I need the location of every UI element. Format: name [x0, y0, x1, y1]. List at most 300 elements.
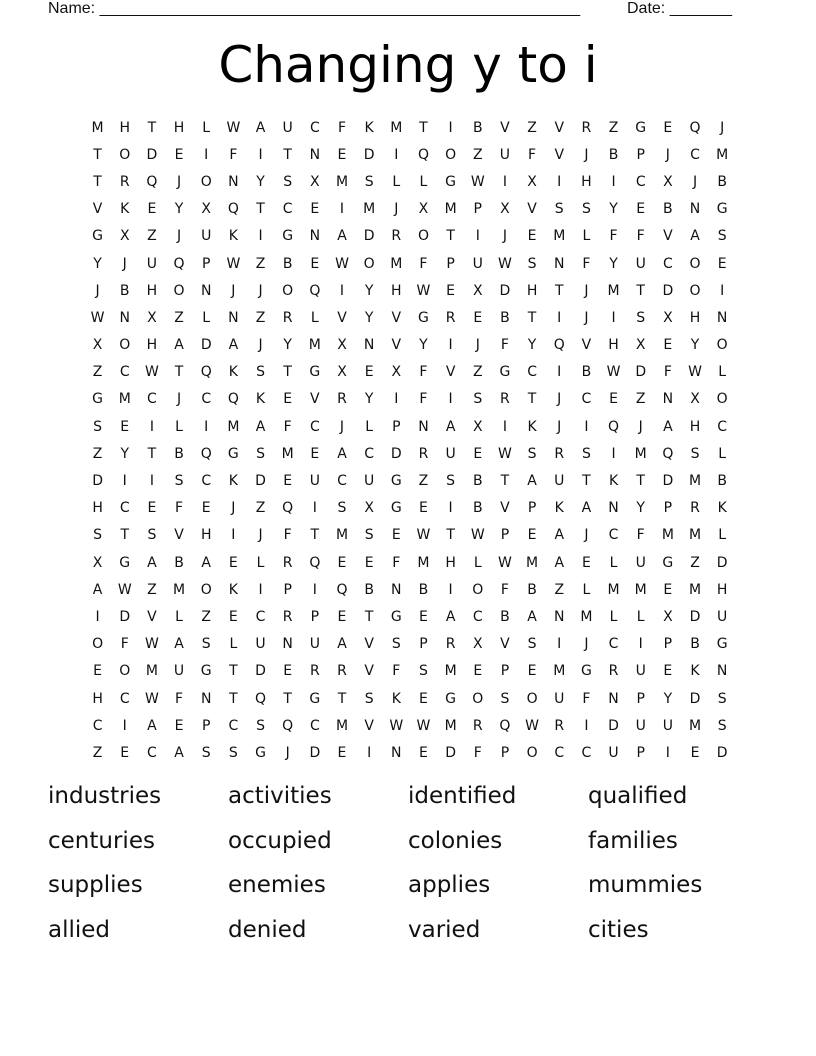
grid-row [84, 114, 736, 141]
grid-letter: L [175, 418, 183, 435]
grid-letter: T [527, 309, 537, 326]
grid-letter: N [553, 608, 565, 625]
grid-letter: C [554, 744, 565, 761]
grid-letter: H [689, 309, 701, 326]
grid-letter: O [716, 337, 728, 354]
grid-letter: D [689, 608, 701, 625]
grid-letter: C [309, 119, 320, 136]
grid-letter: C [608, 636, 619, 653]
grid-letter: B [717, 173, 727, 190]
grid-letter: T [364, 608, 374, 625]
grid-letter: D [200, 337, 212, 354]
grid-letter: N [689, 201, 701, 218]
grid-letter: A [337, 445, 347, 462]
grid-letter: G [445, 690, 457, 707]
grid-letter: M [526, 554, 539, 571]
grid-letter: P [310, 608, 320, 625]
grid-letter: S [256, 717, 265, 734]
grid-letter: V [554, 146, 565, 163]
grid-letter: E [120, 418, 130, 435]
grid-letter: Y [527, 337, 537, 354]
grid-row [84, 576, 736, 603]
grid-letter: T [636, 473, 645, 490]
grid-letter: H [200, 527, 212, 544]
grid-letter: D [255, 473, 266, 490]
grid-letter: X [364, 500, 374, 517]
grid-letter: O [119, 146, 131, 163]
grid-letter: Z [635, 391, 646, 408]
grid-letter: L [609, 554, 618, 571]
grid-letter: I [475, 228, 480, 245]
grid-letter: K [228, 581, 238, 598]
grid-letter: I [448, 337, 453, 354]
grid-letter: Q [227, 391, 239, 408]
word-list-item: centuries [48, 827, 155, 854]
grid-letter: I [611, 309, 616, 326]
grid-row [84, 549, 736, 576]
grid-letter: M [716, 146, 729, 163]
grid-letter: X [337, 337, 347, 354]
grid-letter: X [663, 173, 673, 190]
grid-letter: Z [255, 309, 266, 326]
grid-letter: T [93, 173, 102, 190]
grid-letter: V [391, 309, 402, 326]
grid-letter: E [337, 608, 347, 625]
grid-letter: M [553, 663, 566, 680]
grid-letter: T [310, 527, 320, 544]
grid-letter: U [309, 636, 320, 653]
grid-letter: Y [174, 201, 184, 218]
grid-letter: I [258, 228, 263, 245]
grid-letter: P [500, 744, 510, 761]
grid-letter: E [174, 717, 184, 734]
grid-letter: Z [255, 255, 266, 272]
grid-letter: S [93, 418, 103, 435]
grid-letter: S [256, 364, 265, 381]
grid-letter: J [285, 744, 290, 761]
grid-letter: O [526, 690, 538, 707]
grid-letter: T [446, 527, 455, 544]
grid-letter: E [690, 744, 700, 761]
grid-letter: A [690, 228, 700, 245]
grid-letter: E [120, 744, 130, 761]
grid-letter: C [147, 391, 157, 408]
grid-letter: Q [282, 717, 294, 734]
grid-letter: M [335, 717, 349, 734]
grid-letter: V [500, 119, 510, 136]
grid-letter: N [662, 391, 674, 408]
grid-letter: W [144, 364, 159, 381]
grid-letter: J [339, 418, 345, 435]
grid-letter: G [255, 744, 266, 761]
grid-letter: A [255, 418, 266, 435]
grid-letter: L [202, 309, 211, 326]
grid-letter: M [688, 581, 702, 598]
grid-letter: I [448, 391, 453, 408]
grid-letter: R [309, 663, 320, 680]
grid-letter: B [527, 581, 537, 598]
grid-letter: T [527, 391, 537, 408]
grid-letter: I [339, 282, 345, 299]
grid-letter: M [444, 717, 457, 734]
grid-letter: E [174, 146, 184, 163]
grid-letter: J [176, 391, 182, 408]
grid-letter: A [92, 581, 103, 598]
grid-letter: A [337, 636, 347, 653]
grid-row [84, 304, 736, 331]
grid-letter: F [283, 527, 292, 544]
grid-letter: G [716, 201, 728, 218]
grid-letter: Y [364, 309, 374, 326]
grid-letter: J [475, 337, 480, 354]
grid-letter: I [204, 146, 209, 163]
word-list-item: qualified [588, 783, 688, 809]
grid-letter: S [473, 391, 483, 408]
grid-letter: N [309, 146, 321, 163]
grid-letter: K [608, 473, 619, 490]
grid-letter: W [335, 255, 349, 272]
grid-letter: X [201, 201, 211, 218]
grid-letter: C [201, 391, 212, 408]
grid-letter: K [120, 201, 130, 218]
grid-letter: J [258, 282, 263, 299]
grid-row [84, 522, 736, 549]
grid-letter: Q [689, 119, 701, 136]
word-list-item: varied [408, 916, 481, 943]
grid-letter: P [201, 255, 211, 272]
grid-letter: U [282, 119, 293, 136]
grid-letter: N [200, 690, 212, 707]
grid-letter: W [470, 173, 485, 190]
grid-letter: X [635, 337, 646, 354]
grid-letter: J [692, 173, 698, 190]
grid-letter: O [173, 282, 185, 299]
grid-letter: O [363, 255, 375, 272]
grid-letter: K [228, 228, 238, 245]
grid-letter: A [445, 418, 456, 435]
grid-letter: I [339, 201, 345, 218]
grid-letter: H [391, 282, 402, 299]
grid-letter: Y [256, 173, 265, 190]
grid-letter: P [636, 146, 645, 163]
grid-letter: I [638, 636, 643, 653]
grid-letter: A [255, 119, 266, 136]
grid-letter: S [337, 500, 347, 517]
grid-letter: K [527, 418, 537, 435]
grid-letter: U [499, 146, 511, 163]
grid-letter: E [337, 554, 347, 571]
grid-letter: K [255, 391, 266, 408]
grid-row [84, 685, 736, 712]
grid-letter: V [364, 636, 374, 653]
grid-letter: I [502, 418, 507, 435]
grid-letter: P [419, 636, 428, 653]
grid-letter: J [258, 337, 263, 354]
grid-letter: B [472, 500, 483, 517]
grid-letter: K [690, 663, 700, 680]
word-list-item: occupied [228, 827, 332, 854]
grid-letter: C [228, 717, 239, 734]
grid-row [84, 196, 736, 223]
grid-letter: E [446, 282, 456, 299]
grid-letter: W [498, 255, 512, 272]
grid-letter: U [635, 663, 646, 680]
grid-letter: L [256, 554, 265, 571]
grid-letter: F [229, 146, 238, 163]
grid-letter: N [391, 744, 402, 761]
grid-letter: C [472, 608, 483, 625]
grid-letter: G [418, 309, 429, 326]
grid-letter: F [528, 146, 537, 163]
grid-letter: L [365, 418, 374, 435]
grid-letter: J [584, 282, 589, 299]
grid-row [84, 603, 736, 630]
grid-letter: G [92, 228, 103, 245]
grid-letter: E [147, 500, 157, 517]
grid-letter: C [527, 364, 537, 381]
grid-letter: A [147, 717, 157, 734]
grid-letter: P [663, 500, 673, 517]
grid-letter: U [635, 717, 646, 734]
word-list-item: families [588, 827, 678, 854]
grid-letter: O [119, 337, 131, 354]
grid-letter: W [498, 445, 512, 462]
grid-letter: L [718, 364, 727, 381]
grid-letter: O [472, 690, 484, 707]
grid-letter: O [689, 255, 701, 272]
grid-letter: S [228, 744, 238, 761]
grid-letter: C [119, 690, 130, 707]
grid-letter: W [144, 636, 159, 653]
word-list [48, 780, 768, 958]
grid-letter: Z [472, 364, 483, 381]
grid-letter: X [690, 391, 700, 408]
grid-letter: B [608, 146, 619, 163]
grid-letter: E [717, 255, 727, 272]
page-title: Changing y to i [218, 36, 598, 94]
grid-letter: W [90, 309, 105, 326]
grid-letter: W [416, 527, 431, 544]
grid-letter: Y [663, 690, 673, 707]
grid-letter: T [93, 146, 102, 163]
grid-letter: Z [92, 364, 103, 381]
grid-letter: E [473, 445, 483, 462]
grid-letter: M [390, 119, 403, 136]
grid-letter: F [392, 663, 401, 680]
grid-letter: H [146, 337, 158, 354]
word-list-item: enemies [228, 872, 326, 898]
grid-letter: U [146, 255, 158, 272]
grid-letter: R [337, 391, 347, 408]
grid-letter: Q [336, 581, 348, 598]
grid-letter: Q [200, 364, 212, 381]
grid-letter: E [419, 744, 428, 761]
grid-letter: E [581, 554, 591, 571]
grid-letter: S [581, 445, 591, 462]
grid-letter: C [92, 717, 103, 734]
grid-letter: F [419, 255, 428, 272]
grid-letter: G [309, 690, 321, 707]
grid-letter: S [201, 744, 211, 761]
grid-letter: U [364, 473, 375, 490]
grid-letter: J [258, 527, 263, 544]
grid-letter: H [445, 554, 456, 571]
grid-letter: W [416, 717, 431, 734]
grid-letter: U [173, 663, 185, 680]
grid-letter: M [688, 717, 702, 734]
grid-letter: A [445, 608, 456, 625]
grid-letter: P [636, 690, 645, 707]
grid-letter: F [500, 337, 509, 354]
grid-letter: Y [609, 201, 618, 218]
grid-letter: J [231, 282, 236, 299]
grid-letter: I [122, 717, 127, 734]
grid-letter: K [364, 119, 374, 136]
grid-letter: Q [309, 282, 321, 299]
grid-letter: Y [609, 255, 618, 272]
grid-letter: I [448, 119, 453, 136]
grid-letter: R [554, 445, 565, 462]
grid-letter: T [174, 364, 184, 381]
grid-letter: M [580, 608, 593, 625]
grid-letter: O [92, 636, 104, 653]
grid-letter: I [312, 500, 317, 517]
grid-letter: E [337, 744, 347, 761]
grid-letter: G [119, 554, 131, 571]
grid-letter: P [527, 500, 537, 517]
grid-letter: H [526, 282, 538, 299]
grid-letter: G [716, 636, 728, 653]
grid-letter: E [201, 500, 211, 517]
grid-letter: F [175, 690, 184, 707]
grid-letter: D [146, 146, 158, 163]
grid-letter: O [689, 282, 701, 299]
grid-letter: G [445, 173, 457, 190]
grid-row [84, 712, 736, 739]
grid-letter: I [502, 173, 507, 190]
grid-letter: B [174, 445, 184, 462]
grid-letter: A [174, 744, 184, 761]
grid-letter: M [688, 527, 702, 544]
grid-letter: E [147, 201, 157, 218]
grid-letter: J [176, 173, 182, 190]
grid-letter: U [554, 690, 565, 707]
grid-letter: E [283, 663, 293, 680]
grid-letter: X [472, 282, 483, 299]
grid-letter: I [584, 717, 589, 734]
grid-letter: P [392, 418, 401, 435]
grid-letter: K [228, 473, 238, 490]
grid-letter: U [472, 255, 483, 272]
grid-letter: C [337, 473, 347, 490]
grid-letter: U [635, 255, 646, 272]
grid-row [84, 467, 736, 494]
grid-letter: E [473, 663, 483, 680]
grid-letter: A [554, 527, 565, 544]
grid-letter: P [446, 255, 455, 272]
grid-letter: A [201, 554, 211, 571]
grid-letter: M [688, 473, 702, 490]
grid-letter: Q [282, 500, 294, 517]
grid-letter: E [283, 473, 293, 490]
grid-letter: S [554, 201, 564, 218]
grid-letter: T [256, 201, 265, 218]
grid-letter: N [608, 690, 619, 707]
grid-letter: L [609, 608, 618, 625]
grid-letter: V [337, 309, 347, 326]
grid-letter: W [416, 282, 431, 299]
grid-letter: I [394, 146, 399, 163]
grid-letter: O [417, 228, 429, 245]
grid-letter: E [310, 255, 320, 272]
grid-letter: G [92, 391, 103, 408]
grid-letter: P [636, 744, 645, 761]
grid-letter: V [364, 717, 374, 734]
grid-letter: I [557, 173, 562, 190]
grid-letter: L [175, 608, 183, 625]
grid-letter: X [500, 201, 510, 218]
grid-letter: L [419, 173, 428, 190]
grid-letter: S [446, 473, 456, 490]
grid-letter: T [229, 663, 238, 680]
grid-letter: D [662, 473, 674, 490]
grid-letter: D [716, 554, 728, 571]
grid-letter: B [174, 554, 184, 571]
grid-letter: A [337, 228, 347, 245]
grid-letter: S [201, 636, 211, 653]
grid-letter: N [282, 636, 293, 653]
grid-letter: E [527, 228, 537, 245]
grid-letter: Q [146, 173, 158, 190]
grid-letter: E [636, 201, 646, 218]
grid-letter: J [584, 527, 589, 544]
grid-letter: M [417, 554, 430, 571]
grid-letter: S [690, 445, 700, 462]
grid-letter: H [689, 418, 701, 435]
grid-letter: J [176, 228, 182, 245]
grid-letter: W [226, 119, 241, 136]
grid-letter: V [663, 228, 673, 245]
grid-letter: Q [309, 554, 321, 571]
grid-letter: E [663, 663, 673, 680]
grid-letter: E [419, 608, 428, 625]
grid-letter: I [611, 173, 616, 190]
grid-letter: I [557, 309, 562, 326]
word-list-item: supplies [48, 872, 143, 898]
grid-letter: C [608, 527, 619, 544]
grid-letter: M [553, 228, 566, 245]
grid-letter: M [390, 255, 403, 272]
grid-letter: R [554, 717, 565, 734]
grid-letter: C [282, 201, 293, 218]
grid-letter: F [419, 364, 428, 381]
grid-letter: S [527, 255, 537, 272]
grid-letter: D [92, 473, 103, 490]
grid-letter: R [445, 309, 456, 326]
grid-letter: E [473, 309, 483, 326]
grid-letter: V [554, 119, 565, 136]
grid-letter: C [147, 744, 157, 761]
grid-letter: I [204, 418, 209, 435]
grid-letter: J [557, 391, 562, 408]
grid-letter: U [554, 473, 565, 490]
grid-letter: S [256, 445, 265, 462]
grid-row [84, 277, 736, 304]
grid-letter: D [635, 364, 647, 381]
grid-letter: P [283, 581, 292, 598]
grid-letter: I [258, 581, 263, 598]
grid-letter: V [500, 500, 510, 517]
